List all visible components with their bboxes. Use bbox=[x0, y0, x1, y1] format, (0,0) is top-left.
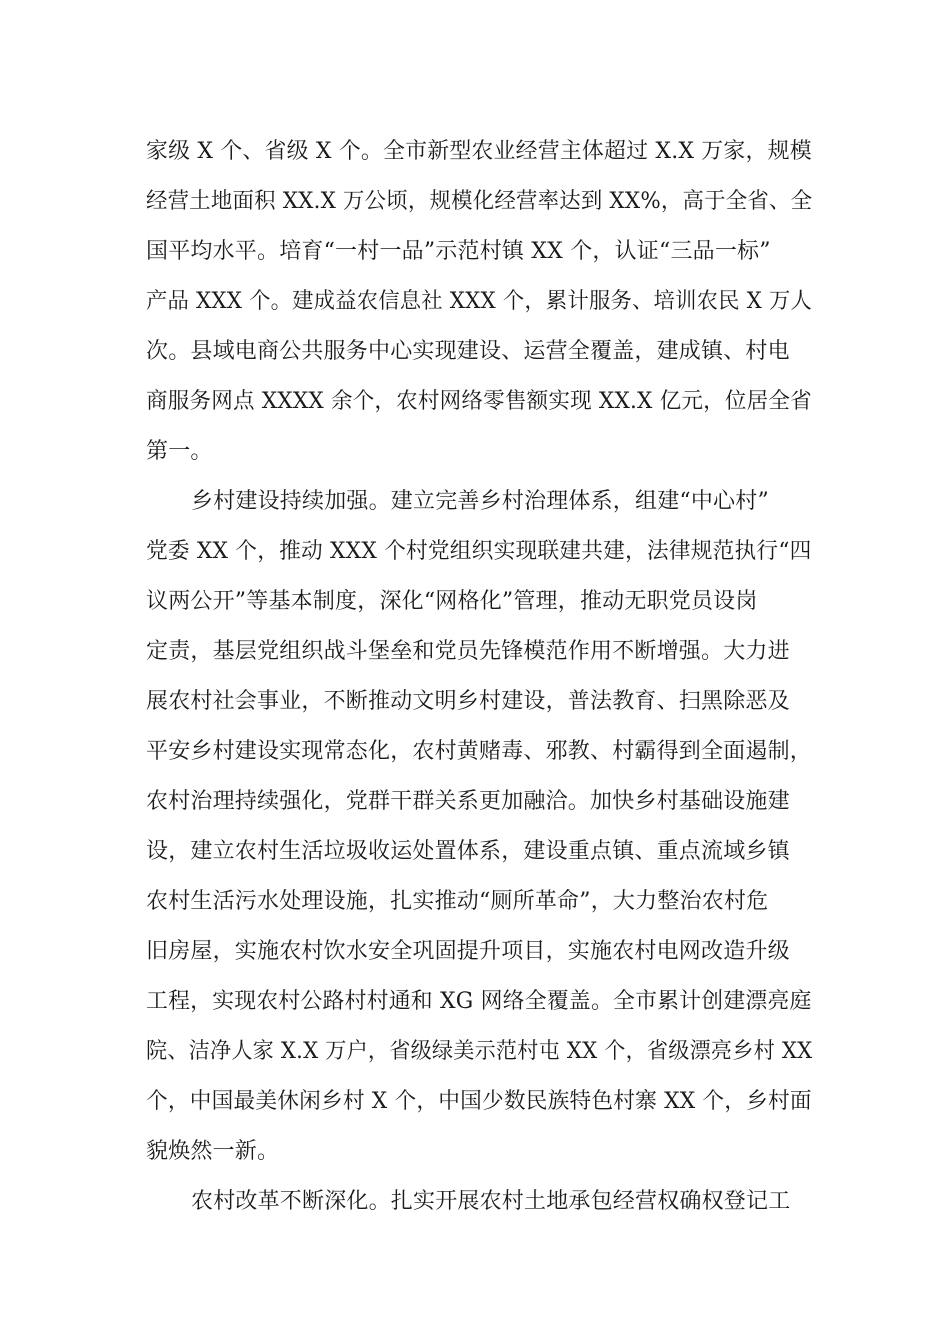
paragraph-line: 院、洁净人家 X.X 万户，省级绿美示范村屯 XX 个，省级漂亮乡村 XX bbox=[146, 1039, 813, 1064]
paragraph-line: 商服务网点 XXXX 余个，农村网络零售额实现 XX.X 亿元，位居全省 bbox=[146, 389, 812, 414]
paragraph-line: 次。县域电商公共服务中心实现建设、运营全覆盖，建成镇、村电 bbox=[146, 339, 790, 364]
paragraph-line: 旧房屋，实施农村饮水安全巩固提升项目，实施农村电网改造升级 bbox=[146, 939, 790, 964]
paragraph-first-line: 农村改革不断深化。扎实开展农村土地承包经营权确权登记工 bbox=[191, 1189, 791, 1214]
paragraph-first-line: 乡村建设持续加强。建立完善乡村治理体系，组建“中心村” bbox=[191, 489, 769, 514]
paragraph-line: 第一。 bbox=[146, 439, 213, 464]
paragraph-line: 经营土地面积 XX.X 万公顷，规模化经营率达到 XX%，高于全省、全 bbox=[146, 189, 813, 214]
paragraph-line: 设，建立农村生活垃圾收运处置体系，建设重点镇、重点流域乡镇 bbox=[146, 839, 790, 864]
paragraph-line: 工程，实现农村公路村村通和 XG 网络全覆盖。全市累计创建漂亮庭 bbox=[146, 989, 812, 1014]
paragraph-line: 貌焕然一新。 bbox=[146, 1139, 280, 1164]
paragraph-line: 展农村社会事业，不断推动文明乡村建设，普法教育、扫黑除恶及 bbox=[146, 689, 790, 714]
paragraph-line: 家级 X 个、省级 X 个。全市新型农业经营主体超过 X.X 万家，规模 bbox=[146, 139, 812, 164]
paragraph-line: 党委 XX 个，推动 XXX 个村党组织实现联建共建，法律规范执行“四 bbox=[146, 539, 812, 564]
paragraph-line: 个，中国最美休闲乡村 X 个，中国少数民族特色村寨 XX 个，乡村面 bbox=[146, 1089, 812, 1114]
paragraph-line: 产品 XXX 个。建成益农信息社 XXX 个，累计服务、培训农民 X 万人 bbox=[146, 289, 812, 314]
paragraph-line: 国平均水平。培育“一村一品”示范村镇 XX 个，认证“三品一标” bbox=[146, 239, 771, 264]
paragraph-line: 议两公开”等基本制度，深化“网格化”管理，推动无职党员设岗 bbox=[146, 589, 758, 614]
paragraph-line: 定责，基层党组织战斗堡垒和党员先锋模范作用不断增强。大力进 bbox=[146, 639, 790, 664]
paragraph-line: 农村生活污水处理设施，扎实推动“厕所革命”，大力整治农村危 bbox=[146, 889, 769, 914]
paragraph-line: 平安乡村建设实现常态化，农村黄赌毒、邪教、村霸得到全面遏制， bbox=[146, 739, 813, 764]
paragraph-line: 农村治理持续强化，党群干群关系更加融洽。加快乡村基础设施建 bbox=[146, 789, 790, 814]
